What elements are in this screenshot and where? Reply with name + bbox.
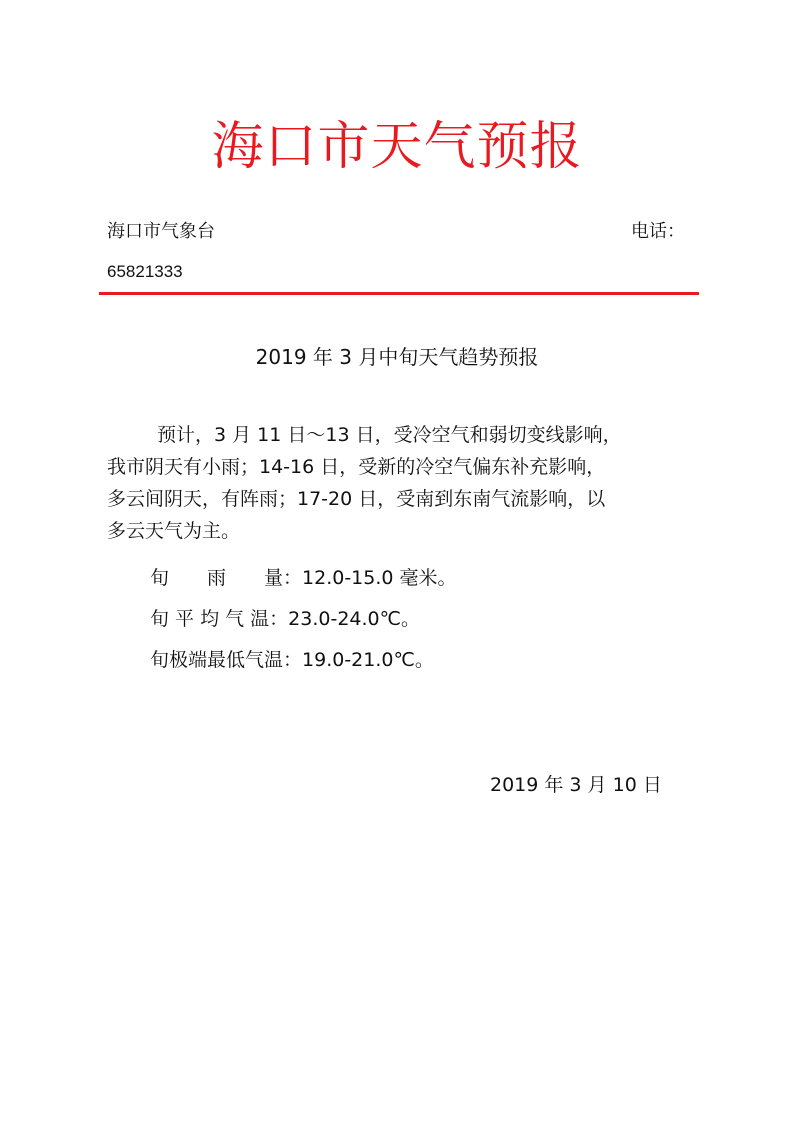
issuing-office: 海口市气象台 [107, 221, 215, 242]
stat-mean-temperature [150, 606, 420, 632]
phone-number: 65821333 [107, 262, 183, 281]
stat-label: 旬 平 均 气 温： [150, 608, 289, 630]
stat-value: 19.0-21.0℃。 [302, 649, 434, 671]
paragraph-line: 我市阴天有小雨；14-16 日，受新的冷空气偏东补充影响， [107, 456, 606, 478]
phone-label: 电话： [631, 221, 685, 242]
report-subtitle: 2019 年 3 月中旬天气趋势预报 [255, 345, 539, 369]
paragraph-line: 多云间阴天，有阵雨；17-20 日，受南到东南气流影响，以 [107, 488, 606, 510]
stat-label: 旬极端最低气温： [150, 649, 303, 671]
paragraph-line: 预计，3 月 11 日～13 日，受冷空气和弱切变线影响， [157, 424, 622, 446]
issue-date: 2019 年 3 月 10 日 [490, 774, 662, 796]
document-title: 海口市天气预报 [211, 117, 583, 177]
stat-min-temperature [150, 647, 434, 673]
header-divider [99, 292, 699, 295]
stat-value: 12.0-15.0 毫米。 [302, 567, 457, 589]
paragraph-line: 多云天气为主。 [107, 520, 241, 542]
stat-rainfall [150, 565, 457, 591]
stat-label: 旬 雨 量： [150, 567, 303, 589]
stat-value: 23.0-24.0℃。 [288, 608, 420, 630]
